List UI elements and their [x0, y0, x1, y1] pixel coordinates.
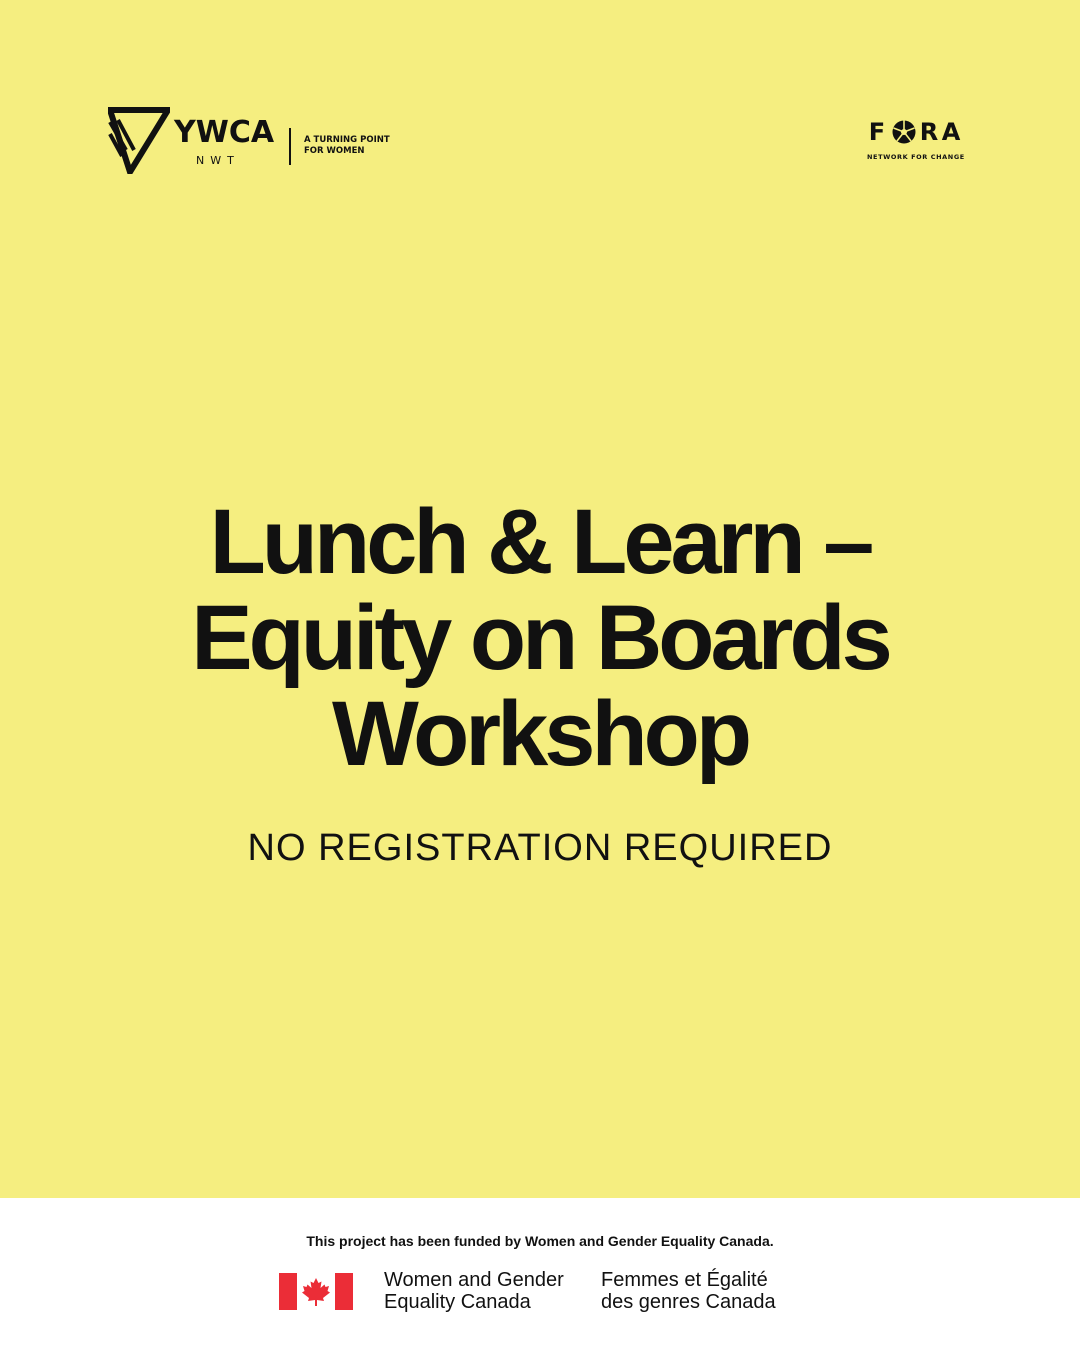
ywca-wordmark: YWCA	[174, 115, 275, 150]
fora-letter: F	[868, 118, 886, 146]
agency-name-line: des genres Canada	[601, 1291, 776, 1313]
agency-name-english	[384, 1269, 564, 1313]
event-subtitle: NO REGISTRATION REQUIRED	[247, 827, 833, 869]
ywca-triangle-mark-icon	[108, 106, 170, 174]
ywca-logo	[108, 106, 398, 176]
ywca-tagline-line: FOR WOMEN	[304, 146, 365, 156]
event-title-line: Equity on Boards	[191, 587, 889, 689]
agency-name-line: Femmes et Égalité	[601, 1269, 768, 1291]
fora-logo	[866, 118, 968, 166]
fora-letter: R	[919, 118, 939, 146]
ywca-tagline-line: A TURNING POINT	[304, 135, 390, 145]
fora-letter: A	[941, 118, 961, 146]
fora-wordmark	[866, 118, 962, 146]
canada-flag-icon	[279, 1273, 353, 1310]
event-title	[60, 491, 1020, 785]
ywca-divider	[289, 128, 291, 165]
ywca-tagline	[304, 135, 390, 157]
fora-aperture-icon	[892, 120, 916, 144]
agency-name-line: Women and Gender	[384, 1269, 564, 1291]
event-title-line: Lunch & Learn –	[209, 491, 871, 593]
fora-tagline: NETWORK FOR CHANGE	[867, 153, 965, 161]
agency-name-french	[601, 1269, 776, 1313]
funding-note: This project has been funded by Women and Gender Equality Canada.	[306, 1233, 774, 1249]
agency-name-line: Equality Canada	[384, 1291, 531, 1313]
event-title-line: Workshop	[331, 683, 749, 785]
ywca-location: NWT	[196, 154, 240, 167]
